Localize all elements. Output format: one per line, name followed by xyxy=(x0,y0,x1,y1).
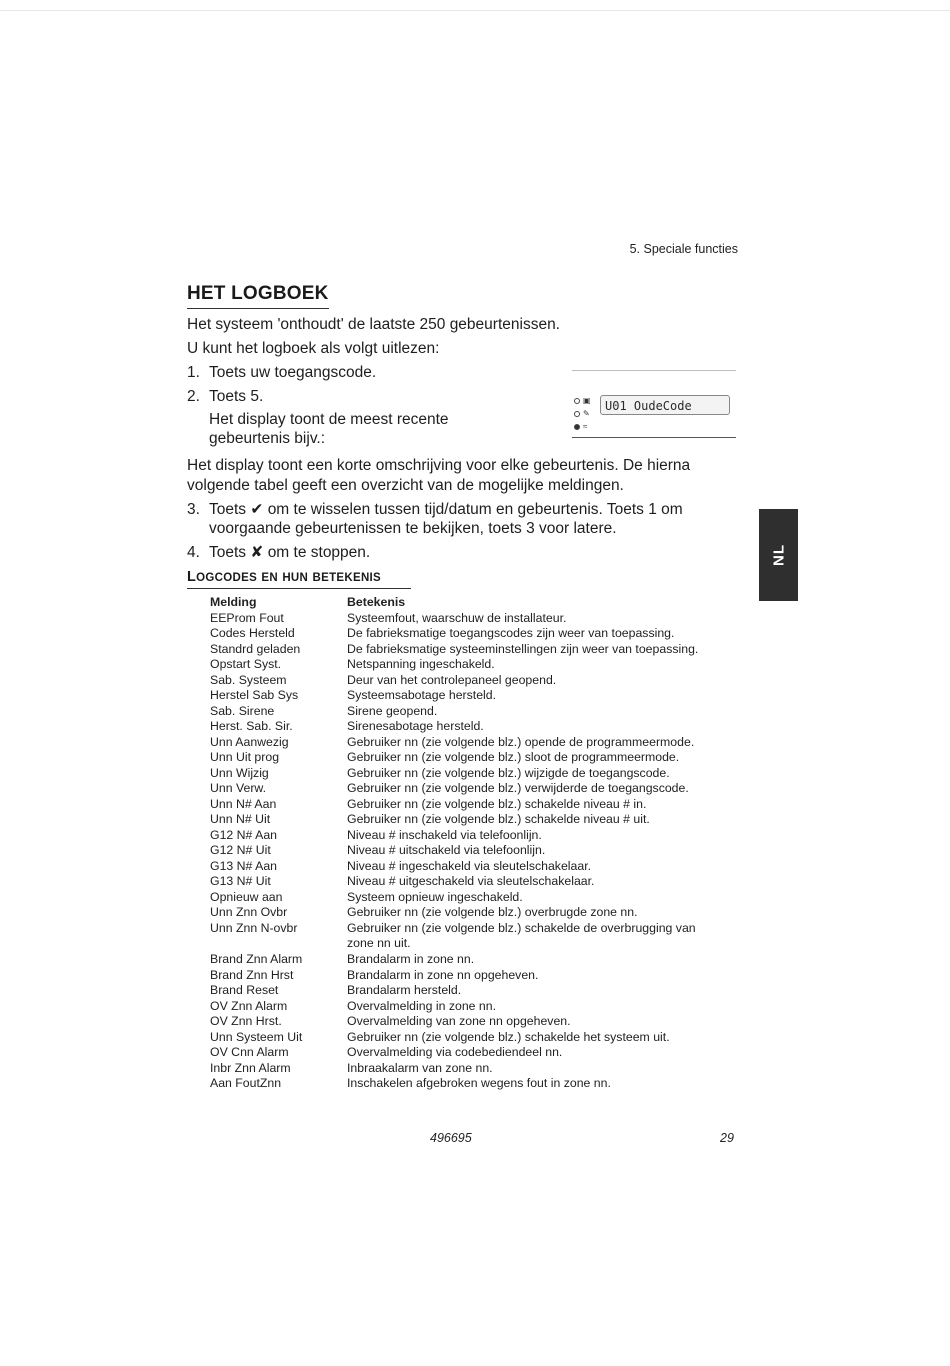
subtitle-word-3: HUN xyxy=(282,572,309,584)
message-meaning: De fabrieksmatige systeeminstellingen zijn weer van toepassing. xyxy=(347,641,699,656)
message-code: Brand Znn Alarm xyxy=(210,952,303,966)
table-row xyxy=(210,657,750,673)
step-1-text: Toets uw toegangscode. xyxy=(209,364,377,381)
table-row xyxy=(210,750,750,766)
table-row xyxy=(210,797,750,813)
message-meaning: Gebruiker nn (zie volgende blz.) opende de programmeermode. xyxy=(347,734,695,749)
message-code: Unn N# Uit xyxy=(210,812,271,826)
table-row xyxy=(210,828,750,844)
message-code: OV Cnn Alarm xyxy=(210,1045,289,1059)
message-code: OV Znn Alarm xyxy=(210,998,288,1013)
message-meaning: Overvalmelding via codebediendeel nn. xyxy=(347,1045,563,1059)
message-code: Unn Systeem Uit xyxy=(210,1029,303,1044)
message-meaning: Niveau # ingeschakeld via sleutelschakelaar. xyxy=(347,858,592,873)
step-3-text: om te wisselen tussen tijd/datum en gebeurtenis. Toets 1 om xyxy=(267,501,683,518)
step-3-line-2: voorgaande gebeurtenissen te bekijken, toets 3 voor latere. xyxy=(209,520,617,537)
table-row xyxy=(210,1076,750,1092)
table-row xyxy=(210,1030,750,1046)
table-row xyxy=(210,874,750,890)
section-subtitle xyxy=(187,569,411,589)
table-row xyxy=(210,890,750,906)
message-code: Standrd geladen xyxy=(210,641,301,656)
message-meaning: Systeem opnieuw ingeschakeld. xyxy=(347,889,523,904)
message-meaning: Gebruiker nn (zie volgende blz.) verwijderde de toegangscode. xyxy=(347,781,689,795)
message-code: EEProm Fout xyxy=(210,610,284,625)
step-2-number: 2. xyxy=(187,388,200,405)
message-code: Unn Uit prog xyxy=(210,750,280,764)
message-meaning: Niveau # uitschakeld via telefoonlijn. xyxy=(347,843,546,857)
message-meaning: Gebruiker nn (zie volgende blz.) sloot de programmeermode. xyxy=(347,750,680,764)
wrench-icon: ✎ xyxy=(583,408,590,418)
power-icon: ≈ xyxy=(583,421,588,431)
document-number: 496695 xyxy=(430,1131,472,1145)
page-title: HET LOGBOEK xyxy=(187,283,329,309)
table-row xyxy=(210,704,750,720)
subtitle-word-2: EN xyxy=(261,572,278,584)
message-meaning: Niveau # uitgeschakeld via sleutelschakelaar. xyxy=(347,874,595,888)
page-number: 29 xyxy=(720,1131,734,1145)
message-meaning: Gebruiker nn (zie volgende blz.) schakelde niveau # uit. xyxy=(347,812,650,826)
table-row xyxy=(210,859,750,875)
message-meaning: Netspanning ingeschakeld. xyxy=(347,657,495,671)
message-meaning: Systeemsabotage hersteld. xyxy=(347,688,497,702)
message-meaning: Sirenesabotage hersteld. xyxy=(347,719,484,733)
message-code: Inbr Znn Alarm xyxy=(210,1060,291,1075)
message-meaning: Systeemfout, waarschuw de installateur. xyxy=(347,610,567,625)
message-meaning: Brandalarm in zone nn. xyxy=(347,952,475,966)
table-row xyxy=(210,812,750,828)
message-meaning: De fabrieksmatige toegangscodes zijn weer van toepassing. xyxy=(347,626,675,640)
step-2-detail-line-1: Het display toont de meest recente xyxy=(209,411,449,428)
lcd-indicators xyxy=(574,394,596,433)
table-row xyxy=(210,952,750,968)
message-meaning: Niveau # inschakeld via telefoonlijn. xyxy=(347,827,542,842)
table-header xyxy=(210,595,750,611)
message-meaning: Gebruiker nn (zie volgende blz.) schakelde het systeem uit. xyxy=(347,1029,670,1044)
message-code: Opnieuw aan xyxy=(210,889,283,904)
table-row xyxy=(210,968,750,984)
table-row xyxy=(210,766,750,782)
message-code: Herstel Sab Sys xyxy=(210,688,299,702)
message-code: OV Znn Hrst. xyxy=(210,1014,282,1028)
message-code: Unn Znn N-ovbr xyxy=(210,920,298,935)
led-indicator xyxy=(574,411,580,417)
message-code: Unn Wijzig xyxy=(210,765,269,780)
panel-icon: ▣ xyxy=(583,395,591,405)
table-row xyxy=(210,921,750,952)
table-row xyxy=(210,688,750,704)
top-rule xyxy=(0,10,950,11)
led-indicator xyxy=(574,424,580,430)
display-description-line-1: Het display toont een korte omschrijving voor elke gebeurtenis. De hierna xyxy=(187,457,691,474)
section-header: 5. Speciale functies xyxy=(629,242,738,256)
message-meaning: Gebruiker nn (zie volgende blz.) schakelde niveau # in. xyxy=(347,796,647,811)
table-row xyxy=(210,611,750,627)
message-meaning: Deur van het controlepaneel geopend. xyxy=(347,672,557,687)
message-meaning: Overvalmelding van zone nn opgeheven. xyxy=(347,1014,571,1028)
message-code: Opstart Syst. xyxy=(210,657,282,671)
check-icon: ✔ xyxy=(250,501,264,518)
column-header-betekenis: Betekenis xyxy=(347,595,406,609)
table-row xyxy=(210,719,750,735)
table-row xyxy=(210,843,750,859)
lcd-top-rule xyxy=(572,370,736,371)
message-code: G13 N# Aan xyxy=(210,858,277,873)
table-row xyxy=(210,642,750,658)
lcd-bottom-rule xyxy=(572,437,736,438)
message-meaning: Brandalarm hersteld. xyxy=(347,983,462,997)
table-row xyxy=(210,1061,750,1077)
message-code: G12 N# Aan xyxy=(210,827,277,842)
table-row xyxy=(210,1045,750,1061)
message-code: Sab. Systeem xyxy=(210,672,287,687)
message-code: Unn Verw. xyxy=(210,781,267,795)
lcd-display-illustration xyxy=(572,370,736,438)
intro-line-1: Het systeem 'onthoudt' de laatste 250 gebeurtenissen. xyxy=(187,316,560,333)
subtitle-word-1: OGCODES xyxy=(196,572,258,584)
message-code: G13 N# Uit xyxy=(210,874,271,888)
message-code: Sab. Sirene xyxy=(210,703,275,718)
language-tab xyxy=(759,509,798,601)
step-4-number: 4. xyxy=(187,544,200,561)
table-row xyxy=(210,673,750,689)
message-code: Unn Aanwezig xyxy=(210,734,289,749)
message-code: Codes Hersteld xyxy=(210,626,295,640)
message-code: Unn Znn Ovbr xyxy=(210,905,288,919)
message-meaning: Brandalarm in zone nn opgeheven. xyxy=(347,967,539,982)
message-meaning: Gebruiker nn (zie volgende blz.) overbrugde zone nn. xyxy=(347,905,638,919)
table-row xyxy=(210,781,750,797)
column-header-melding: Melding xyxy=(210,595,257,609)
message-meaning: Overvalmelding in zone nn. xyxy=(347,998,497,1013)
cross-icon: ✘ xyxy=(250,544,264,561)
lcd-screen: U01 OudeCode xyxy=(600,395,730,415)
step-4-prefix: Toets xyxy=(209,544,247,561)
table-row xyxy=(210,735,750,751)
step-2-text: Toets 5. xyxy=(209,388,264,405)
message-meaning: Inschakelen afgebroken wegens fout in zone nn. xyxy=(347,1076,611,1090)
table-row xyxy=(210,905,750,921)
step-3-number: 3. xyxy=(187,501,200,518)
subtitle-word-4: BETEKENIS xyxy=(312,572,382,584)
table-row xyxy=(210,999,750,1015)
table-row xyxy=(210,626,750,642)
step-3-prefix: Toets xyxy=(209,501,247,518)
intro-line-2: U kunt het logboek als volgt uitlezen: xyxy=(187,340,440,357)
message-meaning: Sirene geopend. xyxy=(347,703,438,718)
step-1-number: 1. xyxy=(187,364,200,381)
message-code: Brand Znn Hrst xyxy=(210,967,294,982)
display-description-line-2: volgende tabel geeft een overzicht van de mogelijke meldingen. xyxy=(187,477,624,494)
message-code: Unn N# Aan xyxy=(210,796,277,811)
table-row xyxy=(210,1014,750,1030)
step-4-text: om te stoppen. xyxy=(267,544,371,561)
message-meaning: Gebruiker nn (zie volgende blz.) schakelde de overbrugging van zone nn uit. xyxy=(347,920,696,950)
message-code: Herst. Sab. Sir. xyxy=(210,719,293,733)
step-2-detail-line-2: gebeurtenis bijv.: xyxy=(209,430,326,447)
message-code: Brand Reset xyxy=(210,983,279,997)
subtitle-initial: L xyxy=(187,569,197,585)
message-code: G12 N# Uit xyxy=(210,843,271,857)
message-code: Aan FoutZnn xyxy=(210,1076,282,1090)
message-meaning: Inbraakalarm van zone nn. xyxy=(347,1060,493,1075)
table-row xyxy=(210,983,750,999)
led-indicator xyxy=(574,398,580,404)
language-tab-label: NL xyxy=(770,544,787,566)
message-meaning: Gebruiker nn (zie volgende blz.) wijzigde de toegangscode. xyxy=(347,765,670,780)
